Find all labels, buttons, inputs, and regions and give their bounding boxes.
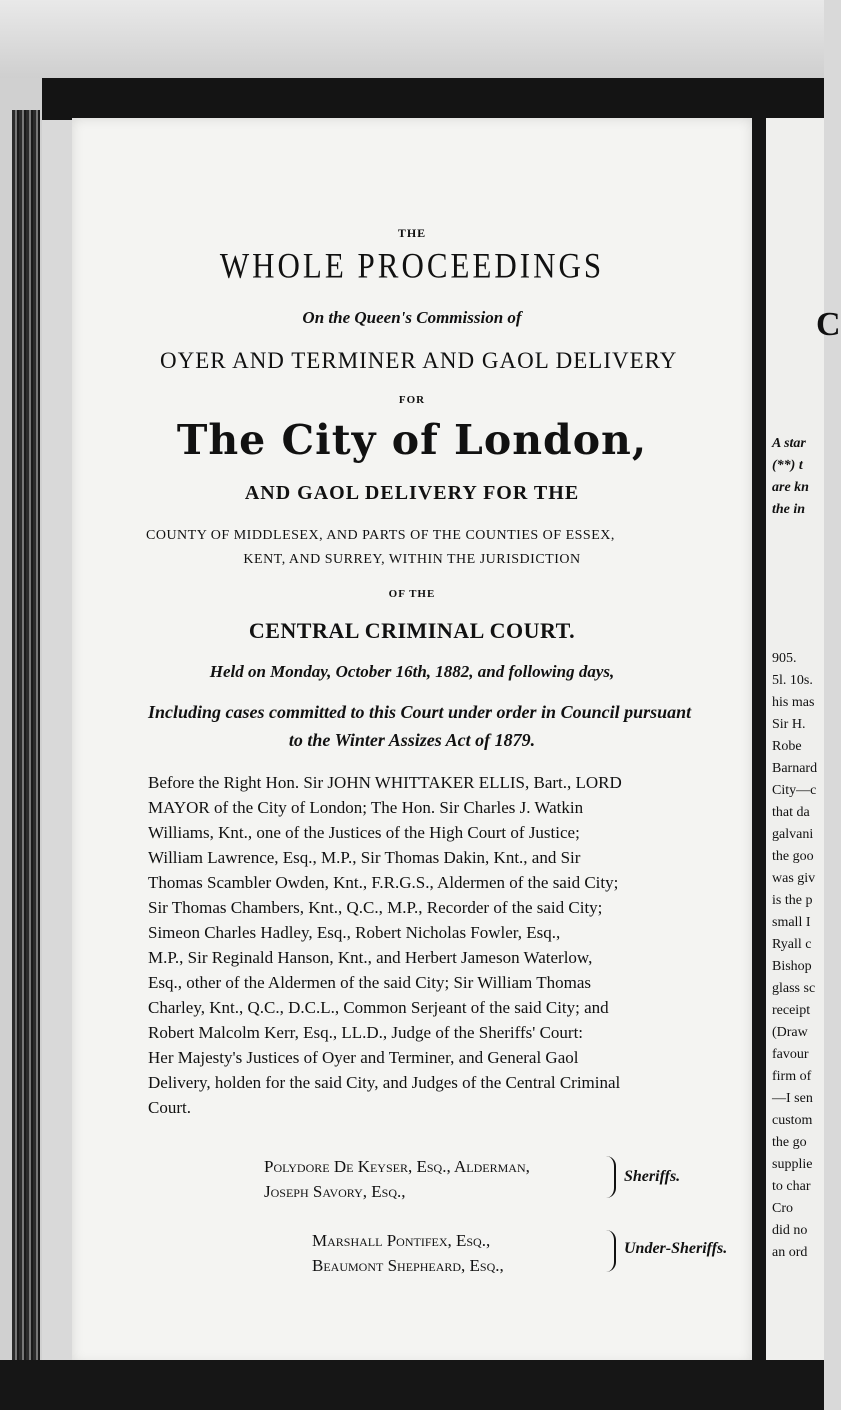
paragraph-line: M.P., Sir Reginald Hanson, Knt., and Herbert Jameson Waterlow, — [148, 948, 593, 967]
fragment-line: Bishop — [772, 959, 812, 974]
sheriffs-label: Sheriffs. — [624, 1168, 681, 1185]
paragraph-line: Charley, Knt., Q.C., D.C.L., Common Serjeant of the said City; and — [148, 998, 609, 1017]
fragment-line: glass sc — [772, 981, 816, 996]
paragraph-line: Simeon Charles Hadley, Esq., Robert Nicholas Fowler, Esq., — [148, 923, 561, 942]
paragraph-line: Court. — [148, 1098, 191, 1117]
held-date-line: Held on Monday, October 16th, 1882, and following days, — [209, 662, 615, 681]
fragment-line: (Draw — [772, 1025, 808, 1040]
title-page — [72, 118, 752, 1364]
paragraph-line: Her Majesty's Justices of Oyer and Terminer, and General Gaol — [148, 1048, 579, 1067]
book-binding-top — [0, 78, 824, 120]
fragment-line: an ord — [772, 1245, 808, 1260]
gaol-delivery-line: AND GAOL DELIVERY FOR THE — [244, 482, 580, 504]
page-title: WHOLE PROCEEDINGS — [219, 245, 605, 286]
book-gutter — [752, 110, 766, 1370]
under-sheriff-name: Marshall Pontifex, Esq., — [312, 1231, 491, 1250]
brace-icon — [604, 1156, 616, 1198]
book-binding-bottom — [0, 1360, 824, 1410]
scan-top-margin — [0, 0, 824, 78]
adjacent-page-note — [772, 433, 809, 521]
brace-icon — [604, 1230, 616, 1272]
sheriffs-list — [264, 1154, 530, 1204]
paragraph-line: Thomas Scambler Owden, Knt., F.R.G.S., Aldermen of the said City; — [148, 873, 619, 892]
fragment-line: the goo — [772, 849, 814, 864]
adjacent-page-heading-fragment: C — [816, 306, 841, 343]
fragment-line: Cro — [772, 1201, 793, 1216]
including-line-2: to the Winter Assizes Act of 1879. — [288, 730, 536, 750]
fragment-line: is the p — [772, 893, 813, 908]
paragraph-line: Before the Right Hon. Sir JOHN WHITTAKER ELLIS, Bart., LORD — [148, 773, 622, 792]
note-line: (**) t — [772, 458, 803, 473]
fragment-line: City—c — [772, 783, 817, 798]
fragment-line: galvani — [772, 827, 814, 842]
note-line: the in — [772, 502, 806, 517]
adjacent-page-fragment — [766, 118, 841, 1364]
note-line: are kn — [772, 480, 809, 495]
fragment-line: custom — [772, 1113, 813, 1128]
fragment-line: Barnard — [772, 761, 818, 776]
fragment-line: Ryall c — [772, 937, 812, 952]
county-line-2: KENT, AND SURREY, WITHIN THE JURISDICTION — [243, 552, 581, 567]
adjacent-page-body — [772, 648, 817, 1264]
fragment-line: supplie — [772, 1157, 813, 1172]
fragment-line: that da — [772, 805, 810, 820]
oyer-terminer-line: OYER AND TERMINER AND GAOL DELIVERY — [160, 348, 678, 373]
fragment-line: 5l. 10s. — [772, 673, 813, 688]
fragment-line: —I sen — [772, 1091, 813, 1106]
fragment-line: Robe — [772, 739, 802, 754]
justices-paragraph — [148, 770, 738, 1120]
under-sheriffs-label: Under-Sheriffs. — [624, 1240, 728, 1257]
of-the-label: OF THE — [388, 588, 436, 600]
paragraph-line: Williams, Knt., one of the Justices of the High Court of Justice; — [148, 823, 580, 842]
fragment-line: Sir H. — [772, 717, 806, 732]
court-name: CENTRAL CRIMINAL COURT. — [248, 618, 576, 643]
fragment-line: firm of — [772, 1069, 812, 1084]
county-line-1: COUNTY OF MIDDLESEX, AND PARTS OF THE COUNTIES OF ESSEX, — [146, 528, 615, 543]
city-of-london-heading: The City of London, — [176, 416, 648, 464]
for-label: FOR — [398, 394, 426, 406]
fragment-line: was giv — [772, 871, 816, 886]
paragraph-line: Delivery, holden for the said City, and Judges of the Central Criminal — [148, 1073, 621, 1092]
fragment-line: to char — [772, 1179, 811, 1194]
sheriff-name: Polydore De Keyser, Esq., Alderman, — [264, 1157, 530, 1176]
paragraph-line: Robert Malcolm Kerr, Esq., LL.D., Judge of the Sheriffs' Court: — [148, 1023, 584, 1042]
the-label: THE — [397, 226, 427, 240]
sheriff-name: Joseph Savory, Esq., — [264, 1182, 406, 1201]
paragraph-line: William Lawrence, Esq., M.P., Sir Thomas Dakin, Knt., and Sir — [148, 848, 581, 867]
fragment-line: his mas — [772, 695, 815, 710]
commission-line: On the Queen's Commission of — [302, 308, 522, 327]
note-line: A star — [772, 436, 806, 451]
fragment-line: favour — [772, 1047, 809, 1062]
fragment-line: 905. — [772, 651, 797, 666]
including-line-1: Including cases committed to this Court under order in Council pursuant — [148, 702, 692, 722]
paragraph-line: Sir Thomas Chambers, Knt., Q.C., M.P., Recorder of the said City; — [148, 898, 603, 917]
under-sheriff-name: Beaumont Shepheard, Esq., — [312, 1256, 504, 1275]
fragment-line: receipt — [772, 1003, 811, 1018]
paragraph-line: Esq., other of the Aldermen of the said City; Sir William Thomas — [148, 973, 591, 992]
fragment-line: did no — [772, 1223, 808, 1238]
page-edges — [12, 110, 40, 1370]
fragment-line: small I — [772, 915, 811, 930]
under-sheriffs-list — [312, 1228, 504, 1278]
paragraph-line: MAYOR of the City of London; The Hon. Sir Charles J. Watkin — [148, 798, 584, 817]
fragment-line: the go — [772, 1135, 807, 1150]
